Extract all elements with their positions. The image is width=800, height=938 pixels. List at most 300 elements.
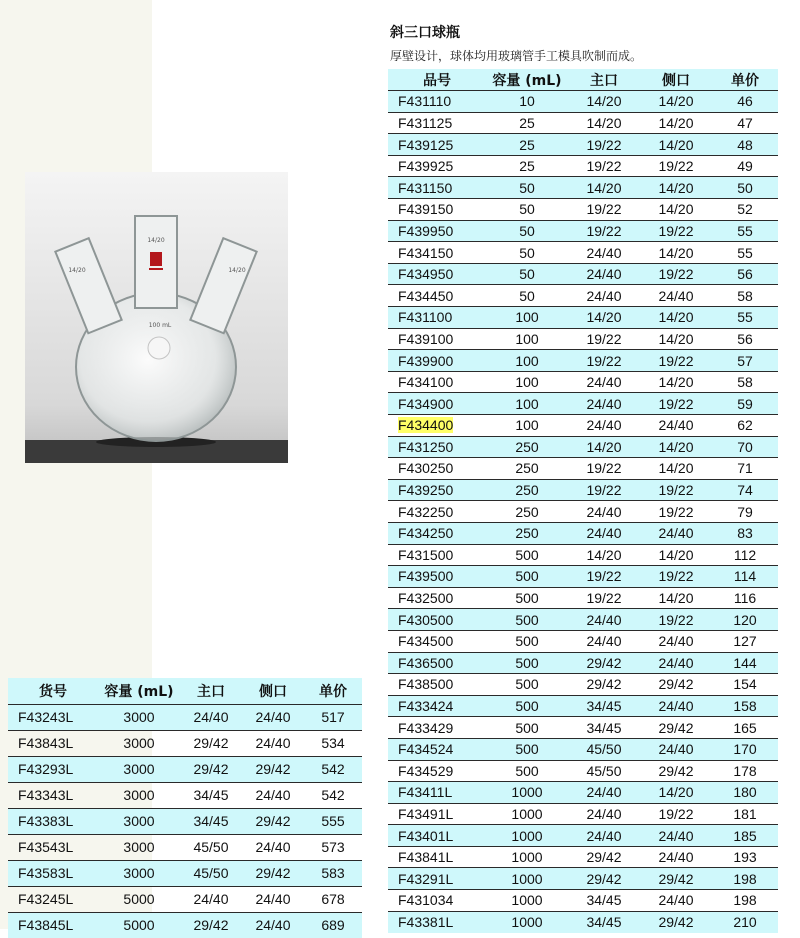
table-row [388,825,778,847]
product-code-cell: F439100 [388,328,486,350]
table-cell: 50 [486,285,568,307]
table-cell: 24/40 [640,738,712,760]
table-cell: 210 [712,911,778,933]
table-cell: 3000 [98,782,180,808]
table-cell: 25 [486,112,568,134]
flask-photo [25,172,288,463]
table-cell: 56 [712,328,778,350]
main-price-table [388,69,778,933]
table-cell: 19/22 [640,263,712,285]
table-cell: 198 [712,890,778,912]
table-cell: 1000 [486,782,568,804]
product-code-cell: F43291L [388,868,486,890]
table-cell: 14/20 [640,782,712,804]
table-row [388,501,778,523]
table-cell: 24/40 [568,263,640,285]
table-cell: 14/20 [568,177,640,199]
large-volume-price-table [8,678,362,938]
table-cell: 55 [712,242,778,264]
table-cell: 25 [486,134,568,156]
table-cell: 19/22 [640,155,712,177]
table-cell: 3000 [98,834,180,860]
product-code-cell: F439125 [388,134,486,156]
product-code-cell: F431250 [388,436,486,458]
table-cell: 14/20 [640,458,712,480]
table-row [388,782,778,804]
product-code-cell [388,415,486,437]
table-cell: 59 [712,393,778,415]
table-cell: 14/20 [640,371,712,393]
table-cell: 250 [486,522,568,544]
table-cell: 181 [712,803,778,825]
table-cell: 48 [712,134,778,156]
table-cell: 29/42 [180,756,242,782]
table-cell: 24/40 [568,501,640,523]
table-cell: 24/40 [180,704,242,730]
table-row [388,328,778,350]
table-cell: 1000 [486,868,568,890]
table-cell: 58 [712,371,778,393]
table-cell: 10 [486,91,568,113]
table-row [388,458,778,480]
table-cell: 158 [712,695,778,717]
product-code-cell: F434950 [388,263,486,285]
column-header: 主口 [568,69,640,91]
flask-volume-mark: 100 mL [148,322,172,329]
table-cell: 3000 [98,704,180,730]
table-row [8,756,362,782]
table-cell: 500 [486,652,568,674]
table-cell: 55 [712,220,778,242]
table-cell: 24/40 [568,803,640,825]
table-cell: 14/20 [640,91,712,113]
table-cell: 178 [712,760,778,782]
table-cell: 14/20 [640,177,712,199]
column-header: 单价 [712,69,778,91]
table-cell: 34/45 [568,717,640,739]
table-cell: 24/40 [568,415,640,437]
table-cell: 5000 [98,886,180,912]
table-cell: 112 [712,544,778,566]
table-cell: 500 [486,609,568,631]
product-code-cell: F431150 [388,177,486,199]
table-cell: 24/40 [242,834,304,860]
table-cell: 100 [486,371,568,393]
table-cell: 3000 [98,730,180,756]
table-row [8,860,362,886]
table-cell: 5000 [98,912,180,938]
table-row [388,220,778,242]
table-row [8,704,362,730]
product-code-cell: F43293L [8,756,98,782]
table-cell: 500 [486,717,568,739]
product-code-cell: F432500 [388,587,486,609]
table-cell: 29/42 [640,760,712,782]
table-cell: 14/20 [640,112,712,134]
table-cell: 542 [304,782,362,808]
column-header: 货号 [8,678,98,704]
left-neck-mark: 14/20 [68,267,86,274]
table-cell: 47 [712,112,778,134]
table-cell: 14/20 [568,112,640,134]
table-cell: 29/42 [568,652,640,674]
table-cell: 14/20 [640,328,712,350]
product-code-cell: F431125 [388,112,486,134]
table-row [8,730,362,756]
product-code-cell: F439950 [388,220,486,242]
product-code-cell: F43841L [388,846,486,868]
table-cell: 185 [712,825,778,847]
product-code-cell: F43343L [8,782,98,808]
table-cell: 24/40 [568,825,640,847]
product-code-cell: F438500 [388,674,486,696]
product-code-cell: F43411L [388,782,486,804]
table-cell: 19/22 [568,328,640,350]
table-cell: 45/50 [568,738,640,760]
table-cell: 500 [486,587,568,609]
table-cell: 29/42 [180,912,242,938]
product-code-cell: F439925 [388,155,486,177]
table-cell: 250 [486,501,568,523]
table-cell: 50 [486,263,568,285]
table-cell: 14/20 [640,436,712,458]
table-cell: 100 [486,307,568,329]
column-header: 容量 (mL) [486,69,568,91]
table-cell: 29/42 [242,756,304,782]
table-row [388,911,778,933]
table-cell: 1000 [486,803,568,825]
table-cell: 24/40 [640,652,712,674]
table-cell: 193 [712,846,778,868]
table-cell: 24/40 [242,782,304,808]
table-cell: 14/20 [640,242,712,264]
column-header: 单价 [304,678,362,704]
table-cell: 24/40 [640,695,712,717]
product-code-cell: F436500 [388,652,486,674]
table-cell: 19/22 [640,566,712,588]
product-code-cell: F431034 [388,890,486,912]
table-row [8,834,362,860]
table-cell: 534 [304,730,362,756]
table-cell: 180 [712,782,778,804]
table-row [8,808,362,834]
table-cell: 34/45 [568,911,640,933]
table-row [388,630,778,652]
column-header: 品号 [388,69,486,91]
table-cell: 24/40 [640,522,712,544]
table-cell: 52 [712,199,778,221]
table-cell: 250 [486,458,568,480]
table-cell: 114 [712,566,778,588]
table-cell: 500 [486,630,568,652]
table-row [388,177,778,199]
table-cell: 29/42 [640,868,712,890]
table-row [388,91,778,113]
table-cell: 165 [712,717,778,739]
table-row [388,393,778,415]
table-row [388,890,778,912]
table-row [388,134,778,156]
table-row [388,112,778,134]
table-cell: 120 [712,609,778,631]
table-cell: 79 [712,501,778,523]
column-header: 侧口 [640,69,712,91]
table-cell: 689 [304,912,362,938]
table-cell: 500 [486,544,568,566]
table-header-row [388,69,778,91]
column-header: 侧口 [242,678,304,704]
table-cell: 19/22 [568,199,640,221]
table-cell: 24/40 [242,704,304,730]
product-code-cell: F434150 [388,242,486,264]
table-cell: 198 [712,868,778,890]
product-code-cell: F431500 [388,544,486,566]
table-cell: 19/22 [640,803,712,825]
table-row [388,350,778,372]
table-row [388,695,778,717]
product-code-cell: F439250 [388,479,486,501]
table-cell: 34/45 [568,695,640,717]
table-cell: 19/22 [568,350,640,372]
table-cell: 127 [712,630,778,652]
table-cell: 50 [486,220,568,242]
table-cell: 100 [486,328,568,350]
table-cell: 3000 [98,808,180,834]
table-cell: 14/20 [640,307,712,329]
table-cell: 34/45 [568,890,640,912]
product-title: 斜三口球瓶 [390,25,460,41]
table-cell: 14/20 [640,544,712,566]
table-cell: 1000 [486,890,568,912]
table-cell: 14/20 [568,436,640,458]
table-cell: 50 [486,199,568,221]
table-row [8,886,362,912]
table-cell: 29/42 [568,846,640,868]
table-cell: 24/40 [568,522,640,544]
center-neck-mark: 14/20 [147,237,165,244]
table-row [388,868,778,890]
product-code-cell: F439150 [388,199,486,221]
table-cell: 3000 [98,860,180,886]
table-cell: 250 [486,436,568,458]
table-row [388,263,778,285]
table-row [388,846,778,868]
table-row [388,587,778,609]
product-code-cell: F434450 [388,285,486,307]
product-code-cell: F434250 [388,522,486,544]
product-code-cell: F439500 [388,566,486,588]
table-cell: 24/40 [568,782,640,804]
table-row [388,566,778,588]
table-cell: 100 [486,415,568,437]
table-cell: 100 [486,350,568,372]
table-row [388,199,778,221]
table-cell: 19/22 [640,220,712,242]
product-code-cell: F434524 [388,738,486,760]
product-code-cell: F439900 [388,350,486,372]
table-cell: 14/20 [568,91,640,113]
table-cell: 100 [486,393,568,415]
table-cell: 19/22 [568,566,640,588]
table-cell: 56 [712,263,778,285]
table-cell: 24/40 [640,890,712,912]
column-header: 主口 [180,678,242,704]
table-cell: 500 [486,566,568,588]
table-header-row [8,678,362,704]
table-cell: 24/40 [568,630,640,652]
table-cell: 24/40 [242,730,304,756]
table-cell: 45/50 [180,860,242,886]
table-cell: 29/42 [568,868,640,890]
table-row [388,760,778,782]
table-cell: 24/40 [640,630,712,652]
table-cell: 14/20 [568,544,640,566]
table-cell: 29/42 [242,808,304,834]
table-row [388,155,778,177]
table-cell: 34/45 [180,808,242,834]
product-description: 厚壁设计，球体均用玻璃管手工模具吹制而成。 [390,49,643,63]
table-cell: 1000 [486,846,568,868]
table-cell: 24/40 [568,609,640,631]
table-row [388,436,778,458]
table-row [388,803,778,825]
product-code-cell: F43381L [388,911,486,933]
product-code-cell: F43845L [8,912,98,938]
highlighted-product-code: F434400 [398,417,454,434]
table-cell: 573 [304,834,362,860]
table-cell: 24/40 [640,285,712,307]
table-cell: 24/40 [640,415,712,437]
table-cell: 83 [712,522,778,544]
table-cell: 14/20 [640,134,712,156]
table-cell: 19/22 [640,501,712,523]
product-code-cell: F431110 [388,91,486,113]
table-row [388,609,778,631]
table-cell: 19/22 [640,609,712,631]
three-neck-flask-image [25,172,288,463]
table-row [388,738,778,760]
table-cell: 25 [486,155,568,177]
table-row [8,782,362,808]
product-code-cell: F43383L [8,808,98,834]
table-cell: 46 [712,91,778,113]
table-cell: 24/40 [568,371,640,393]
product-code-cell: F433429 [388,717,486,739]
product-code-cell: F43843L [8,730,98,756]
table-cell: 19/22 [640,479,712,501]
product-code-cell: F430250 [388,458,486,480]
table-cell: 14/20 [640,587,712,609]
table-row [388,285,778,307]
table-cell: 29/42 [242,860,304,886]
table-cell: 58 [712,285,778,307]
table-cell: 678 [304,886,362,912]
table-cell: 24/40 [242,912,304,938]
product-code-cell: F433424 [388,695,486,717]
table-row [388,652,778,674]
product-code-cell: F432250 [388,501,486,523]
table-cell: 24/40 [242,886,304,912]
table-cell: 55 [712,307,778,329]
table-cell: 24/40 [180,886,242,912]
table-cell: 74 [712,479,778,501]
table-cell: 19/22 [568,155,640,177]
table-cell: 19/22 [640,350,712,372]
table-cell: 116 [712,587,778,609]
table-cell: 19/22 [568,458,640,480]
product-code-cell: F434900 [388,393,486,415]
table-row [388,371,778,393]
table-cell: 24/40 [568,242,640,264]
table-cell: 500 [486,760,568,782]
product-code-cell: F434529 [388,760,486,782]
table-cell: 19/22 [568,220,640,242]
table-cell: 170 [712,738,778,760]
table-cell: 50 [486,242,568,264]
product-code-cell: F430500 [388,609,486,631]
table-row [388,479,778,501]
table-cell: 24/40 [640,825,712,847]
table-cell: 29/42 [180,730,242,756]
product-code-cell: F43491L [388,803,486,825]
product-code-cell: F434100 [388,371,486,393]
table-cell: 3000 [98,756,180,782]
table-cell: 14/20 [640,199,712,221]
product-code-cell: F434500 [388,630,486,652]
table-row [388,415,778,437]
table-cell: 517 [304,704,362,730]
table-cell: 71 [712,458,778,480]
product-code-cell: F43401L [388,825,486,847]
table-row [388,717,778,739]
table-cell: 70 [712,436,778,458]
table-cell: 19/22 [568,587,640,609]
table-cell: 50 [712,177,778,199]
table-row [8,912,362,938]
table-cell: 29/42 [640,717,712,739]
table-row [388,307,778,329]
table-cell: 250 [486,479,568,501]
table-row [388,522,778,544]
table-cell: 500 [486,674,568,696]
table-cell: 24/40 [640,846,712,868]
table-cell: 500 [486,738,568,760]
table-cell: 24/40 [568,393,640,415]
right-neck-mark: 14/20 [228,267,246,274]
table-cell: 1000 [486,825,568,847]
table-cell: 45/50 [568,760,640,782]
table-cell: 29/42 [640,674,712,696]
table-cell: 144 [712,652,778,674]
table-row [388,242,778,264]
table-cell: 19/22 [568,134,640,156]
table-cell: 34/45 [180,782,242,808]
table-cell: 19/22 [568,479,640,501]
table-cell: 50 [486,177,568,199]
table-row [388,544,778,566]
table-cell: 542 [304,756,362,782]
table-cell: 583 [304,860,362,886]
product-code-cell: F43243L [8,704,98,730]
table-cell: 62 [712,415,778,437]
table-cell: 29/42 [568,674,640,696]
table-cell: 19/22 [640,393,712,415]
table-cell: 29/42 [640,911,712,933]
table-cell: 555 [304,808,362,834]
column-header: 容量 (mL) [98,678,180,704]
table-cell: 45/50 [180,834,242,860]
table-cell: 154 [712,674,778,696]
